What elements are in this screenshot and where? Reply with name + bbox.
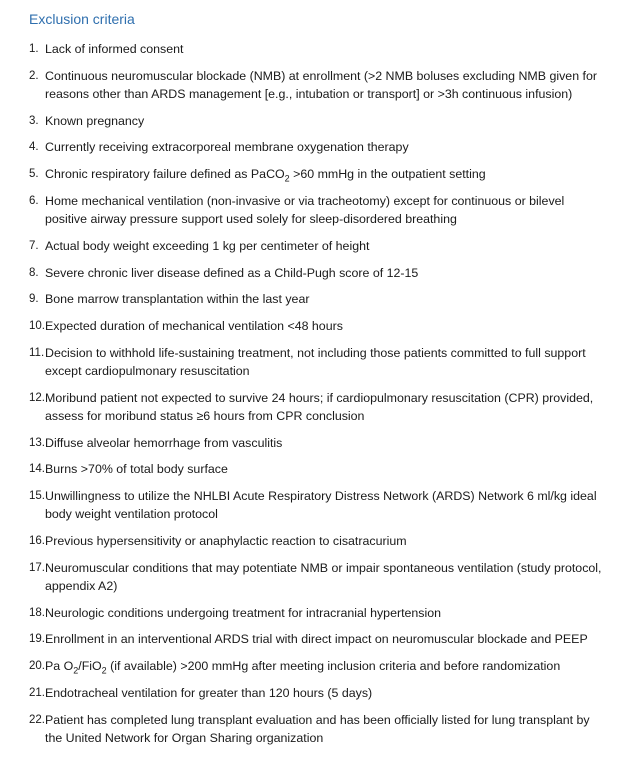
item-number: 11.: [29, 346, 45, 359]
item-text: Known pregnancy: [45, 113, 145, 128]
item-text: Decision to withhold life-sustaining treatment, not including those patients committed to full support except cardiopulmonary resuscitation: [45, 345, 586, 378]
list-item: [29, 711, 609, 747]
item-text-part: Chronic respiratory failure defined as PaCO: [45, 167, 285, 182]
exclusion-criteria-list: [29, 40, 609, 747]
subscript: 2: [73, 665, 79, 676]
item-text: Endotracheal ventilation for greater than 120 hours (5 days): [45, 685, 373, 700]
item-text: Severe chronic liver disease defined as a Child-Pugh score of 12-15: [45, 265, 419, 280]
list-item: [29, 317, 609, 335]
item-text: Bone marrow transplantation within the last year: [45, 292, 310, 307]
item-text-part: (if available) >200 mmHg after meeting inclusion criteria and before randomization: [106, 659, 561, 674]
item-number: 6.: [29, 194, 39, 207]
item-number: 5.: [29, 168, 39, 181]
item-number: 16.: [29, 534, 45, 547]
item-text-part: >60 mmHg in the outpatient setting: [289, 167, 486, 182]
item-text: Patient has completed lung transplant evaluation and has been officially listed for lung transplant by the United Network for Organ Sharing organization: [45, 712, 590, 745]
list-item: [29, 487, 609, 523]
item-number: 15.: [29, 490, 45, 503]
item-number: 21.: [29, 686, 45, 699]
item-text: [45, 165, 609, 183]
item-text: Neurologic conditions undergoing treatment for intracranial hypertension: [45, 605, 442, 620]
item-text: [45, 657, 609, 675]
list-item: [29, 684, 609, 702]
section-heading: Exclusion criteria: [29, 11, 135, 27]
item-number: 18.: [29, 606, 45, 619]
list-item: [29, 460, 609, 478]
item-text: Currently receiving extracorporeal membrane oxygenation therapy: [45, 140, 409, 155]
item-text: Previous hypersensitivity or anaphylactic reaction to cisatracurium: [45, 533, 407, 548]
list-item: [29, 264, 609, 282]
item-text-part: Pa O: [45, 659, 74, 674]
item-number: 8.: [29, 266, 39, 279]
item-text: Diffuse alveolar hemorrhage from vasculitis: [45, 435, 283, 450]
item-text: Unwillingness to utilize the NHLBI Acute Respiratory Distress Network (ARDS) Network 6 ml/kg ideal body weight ventilation protocol: [45, 489, 597, 522]
subscript: 2: [284, 173, 290, 184]
list-item: [29, 165, 609, 183]
item-text: Home mechanical ventilation (non-invasive or via tracheotomy) except for continuous or bilevel positive airway pressure support used solely for sleep-disordered breathing: [45, 193, 565, 226]
item-text: Lack of informed consent: [45, 42, 184, 56]
item-number: 9.: [29, 293, 39, 306]
item-text-part: /FiO: [78, 659, 102, 674]
list-item: [29, 192, 609, 228]
list-item: [29, 604, 609, 622]
list-item: [29, 112, 609, 130]
item-text: Continuous neuromuscular blockade (NMB) at enrollment (>2 NMB boluses excluding NMB given for reasons other than ARDS management [e.g., intubation or transport] or >3h continuous infusion): [45, 68, 597, 101]
list-item: [29, 67, 609, 103]
list-item: [29, 138, 609, 156]
list-item: [29, 630, 609, 648]
item-text: Neuromuscular conditions that may potentiate NMB or impair spontaneous ventilation (study protocol, appendix A2): [45, 560, 602, 593]
item-number: 17.: [29, 561, 45, 574]
item-number: 13.: [29, 436, 45, 449]
item-number: 4.: [29, 141, 39, 154]
list-item: [29, 434, 609, 452]
item-text: Burns >70% of total body surface: [45, 462, 228, 477]
list-item: [29, 237, 609, 255]
item-number: 14.: [29, 463, 45, 476]
list-item: [29, 40, 609, 58]
item-number: 3.: [29, 114, 39, 127]
item-number: 20.: [29, 660, 45, 673]
list-item: [29, 657, 609, 675]
item-text: Actual body weight exceeding 1 kg per centimeter of height: [45, 238, 370, 253]
item-number: 2.: [29, 69, 39, 82]
item-number: 1.: [29, 43, 39, 55]
subscript: 2: [101, 665, 107, 676]
list-item: [29, 559, 609, 595]
list-item: [29, 389, 609, 425]
item-number: 19.: [29, 633, 45, 646]
item-text: Moribund patient not expected to survive 24 hours; if cardiopulmonary resuscitation (CPR) provided, assess for moribund status ≥6 hours from CPR conclusion: [45, 390, 594, 423]
item-text: Expected duration of mechanical ventilation <48 hours: [45, 319, 343, 334]
list-item: [29, 532, 609, 550]
list-item: [29, 344, 609, 380]
item-number: 7.: [29, 239, 39, 252]
item-number: 22.: [29, 713, 45, 726]
item-number: 10.: [29, 320, 45, 333]
item-text: Enrollment in an interventional ARDS trial with direct impact on neuromuscular blockade and PEEP: [45, 632, 588, 647]
list-item: [29, 290, 609, 308]
item-number: 12.: [29, 391, 45, 404]
